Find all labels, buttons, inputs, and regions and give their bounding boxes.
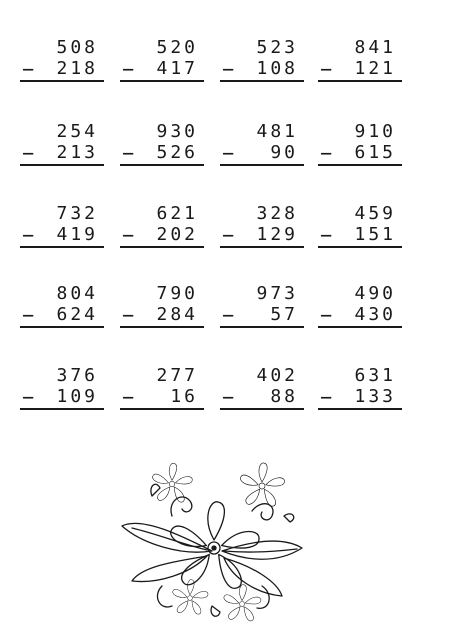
subtrahend: 133 (354, 386, 396, 407)
answer-line (20, 326, 104, 328)
minus-sign: − (22, 57, 35, 81)
minuend: 254 (56, 121, 98, 142)
subtrahend: 129 (256, 224, 298, 245)
subtraction-problem (20, 284, 104, 334)
minuend: 910 (354, 121, 396, 142)
minuend: 376 (56, 365, 98, 386)
subtraction-problem (120, 38, 204, 88)
minus-sign: − (22, 223, 35, 247)
subtrahend: 16 (170, 386, 198, 407)
minuend: 973 (256, 283, 298, 304)
minuend: 520 (156, 37, 198, 58)
subtraction-problem (220, 38, 304, 88)
subtraction-problem (20, 366, 104, 416)
minus-sign: − (320, 57, 333, 81)
floral-ornament-icon (112, 456, 312, 626)
answer-line (220, 408, 304, 410)
subtrahend: 213 (56, 142, 98, 163)
subtraction-problem (318, 284, 402, 334)
minus-sign: − (320, 223, 333, 247)
minus-sign: − (122, 141, 135, 165)
minuend: 790 (156, 283, 198, 304)
minus-sign: − (222, 303, 235, 327)
minus-sign: − (22, 303, 35, 327)
subtraction-problem (318, 122, 402, 172)
subtrahend: 57 (270, 304, 298, 325)
answer-line (318, 80, 402, 82)
minuend: 277 (156, 365, 198, 386)
minuend: 402 (256, 365, 298, 386)
minuend: 621 (156, 203, 198, 224)
subtraction-problem (318, 366, 402, 416)
subtraction-problem (120, 122, 204, 172)
subtrahend: 109 (56, 386, 98, 407)
minus-sign: − (22, 141, 35, 165)
answer-line (220, 164, 304, 166)
minuend: 523 (256, 37, 298, 58)
minuend: 841 (354, 37, 396, 58)
minuend: 930 (156, 121, 198, 142)
subtrahend: 615 (354, 142, 396, 163)
answer-line (20, 164, 104, 166)
answer-line (120, 246, 204, 248)
minuend: 481 (256, 121, 298, 142)
subtrahend: 526 (156, 142, 198, 163)
minus-sign: − (122, 385, 135, 409)
answer-line (20, 80, 104, 82)
answer-line (20, 408, 104, 410)
subtrahend: 121 (354, 58, 396, 79)
minus-sign: − (122, 303, 135, 327)
subtrahend: 108 (256, 58, 298, 79)
subtrahend: 90 (270, 142, 298, 163)
subtraction-problem (120, 284, 204, 334)
minus-sign: − (222, 385, 235, 409)
subtraction-problem (20, 38, 104, 88)
answer-line (120, 80, 204, 82)
subtraction-problem (20, 122, 104, 172)
subtraction-problem (20, 204, 104, 254)
answer-line (220, 246, 304, 248)
answer-line (120, 408, 204, 410)
answer-line (120, 326, 204, 328)
minus-sign: − (122, 57, 135, 81)
subtraction-problem (120, 366, 204, 416)
minuend: 732 (56, 203, 98, 224)
answer-line (318, 326, 402, 328)
subtrahend: 417 (156, 58, 198, 79)
subtraction-problem (318, 204, 402, 254)
minus-sign: − (222, 57, 235, 81)
answer-line (220, 80, 304, 82)
minus-sign: − (22, 385, 35, 409)
minus-sign: − (122, 223, 135, 247)
subtrahend: 624 (56, 304, 98, 325)
minus-sign: − (222, 223, 235, 247)
answer-line (220, 326, 304, 328)
subtraction-problem (220, 366, 304, 416)
minuend: 459 (354, 203, 396, 224)
subtrahend: 88 (270, 386, 298, 407)
minuend: 328 (256, 203, 298, 224)
subtraction-problem (220, 204, 304, 254)
minuend: 508 (56, 37, 98, 58)
answer-line (318, 164, 402, 166)
answer-line (318, 246, 402, 248)
subtraction-problem (220, 284, 304, 334)
minus-sign: − (320, 303, 333, 327)
minuend: 631 (354, 365, 396, 386)
minus-sign: − (320, 141, 333, 165)
subtraction-problem (318, 38, 402, 88)
subtraction-problem (220, 122, 304, 172)
subtraction-problem (120, 204, 204, 254)
answer-line (120, 164, 204, 166)
minus-sign: − (222, 141, 235, 165)
minuend: 804 (56, 283, 98, 304)
minus-sign: − (320, 385, 333, 409)
subtrahend: 284 (156, 304, 198, 325)
subtrahend: 419 (56, 224, 98, 245)
subtrahend: 218 (56, 58, 98, 79)
subtrahend: 151 (354, 224, 396, 245)
subtrahend: 430 (354, 304, 396, 325)
answer-line (318, 408, 402, 410)
answer-line (20, 246, 104, 248)
subtrahend: 202 (156, 224, 198, 245)
minuend: 490 (354, 283, 396, 304)
